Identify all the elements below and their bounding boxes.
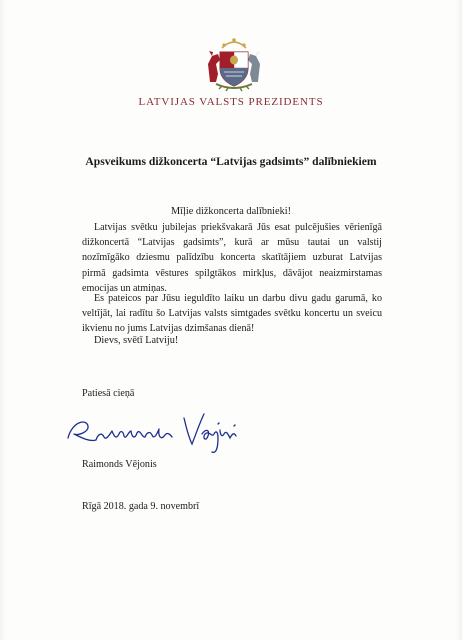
letter-greeting: Mīļie dižkoncerta dalībnieki! (170, 206, 292, 217)
signer-name: Raimonds Vējonis (82, 459, 157, 470)
place-and-date: Rīgā 2018. gada 9. novembrī (82, 501, 200, 512)
letter-title: Apsveikums dižkoncerta “Latvijas gadsimts” dalībniekiem (85, 155, 377, 168)
coat-of-arms-icon (202, 34, 266, 92)
letter-closing: Dievs, svētī Latviju! (94, 335, 179, 346)
letter-paragraph-1: Latvijas svētku jubilejas priekšvakarā Jūs esat pulcējušies vērienīgā dižkoncertā “Latvijas gadsimts”, kurā ar mūsu tautai un valstij nozīmīgāko dziesmu palīdzību koncerta skatītājiem uzburat Latvijas pirmā gadsimta vēstures spilgtākos mirkļus, dāvājot neaizmirstamas emocijas un atmiņas. (82, 222, 382, 294)
letter-paragraph-2: Es pateicos par Jūsu ieguldīto laiku un darbu divu gadu garumā, ko veltījāt, lai radītu šo Latvijas valsts simtgades svētku koncertu un sveicu ikvienu no jums Latvijas dzimšanas dienā! (82, 293, 382, 335)
letter-regards: Patiesā cieņā (82, 388, 135, 399)
handwritten-signature (62, 404, 248, 456)
organization-name: LATVIJAS VALSTS PREZIDENTS (138, 96, 324, 108)
